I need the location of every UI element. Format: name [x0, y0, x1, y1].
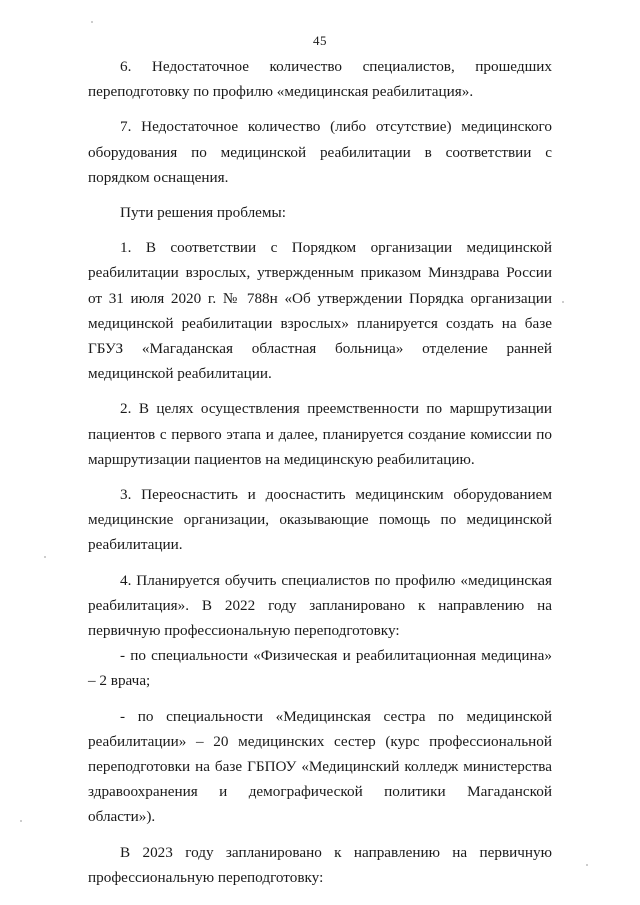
paragraph-solution-3: 3. Переоснастить и дооснастить медицинским оборудованием медицинские организации, оказывающие помощь по медицинской реабилитации.: [88, 486, 552, 554]
scan-speck: [91, 21, 93, 23]
paragraph-solution-4: 4. Планируется обучить специалистов по профилю «медицинская реабилитация». В 2022 году запланировано к направлению на первичную профессиональную переподготовку:: [88, 571, 552, 640]
paragraph-solution-1: 1. В соответствии с Порядком организации медицинской реабилитации взрослых, утвержденным приказом Минздрава России от 31 июля 2020 г. № 788н «Об утверждении Порядка организации медицинской реабилитации взрослых» планируется создать на базе ГБУЗ «Магаданская областная больница» отделение ранней медицинской реабилитации.: [88, 239, 552, 383]
list-item-physicians: - по специальности «Физическая и реабилитационная медицина» – 2 врача;: [88, 647, 552, 690]
paragraph-solution-2: 2. В целях осуществления преемственности по маршрутизации пациентов с первого этапа и далее, планируется создание комиссии по маршрутизации пациентов на медицинскую реабилитацию.: [88, 400, 552, 468]
scan-speck: [586, 864, 588, 866]
paragraph-2023-plan: В 2023 году запланировано к направлению на первичную профессиональную переподготовку:: [88, 843, 552, 886]
paragraph-solutions-heading: Пути решения проблемы:: [120, 204, 286, 222]
paragraph-problem-7: 7. Недостаточное количество (либо отсутствие) медицинского оборудования по медицинской реабилитации в соответствии с порядком оснащения.: [88, 118, 552, 186]
document-body: [88, 54, 552, 900]
paragraph-problem-6: 6. Недостаточное количество специалистов, прошедших переподготовку по профилю «медицинская реабилитация».: [88, 58, 552, 101]
scan-speck: [20, 820, 22, 822]
page-number: 45: [313, 33, 327, 48]
list-item-nurses: - по специальности «Медицинская сестра по медицинской реабилитации» – 20 медицинских сестер (курс профессиональной переподготовки на базе ГБПОУ «Медицинский колледж министерства здравоохранения и демографической политики Магаданской области»).: [88, 707, 552, 826]
scan-speck: [44, 556, 46, 558]
scan-speck: [562, 301, 564, 303]
